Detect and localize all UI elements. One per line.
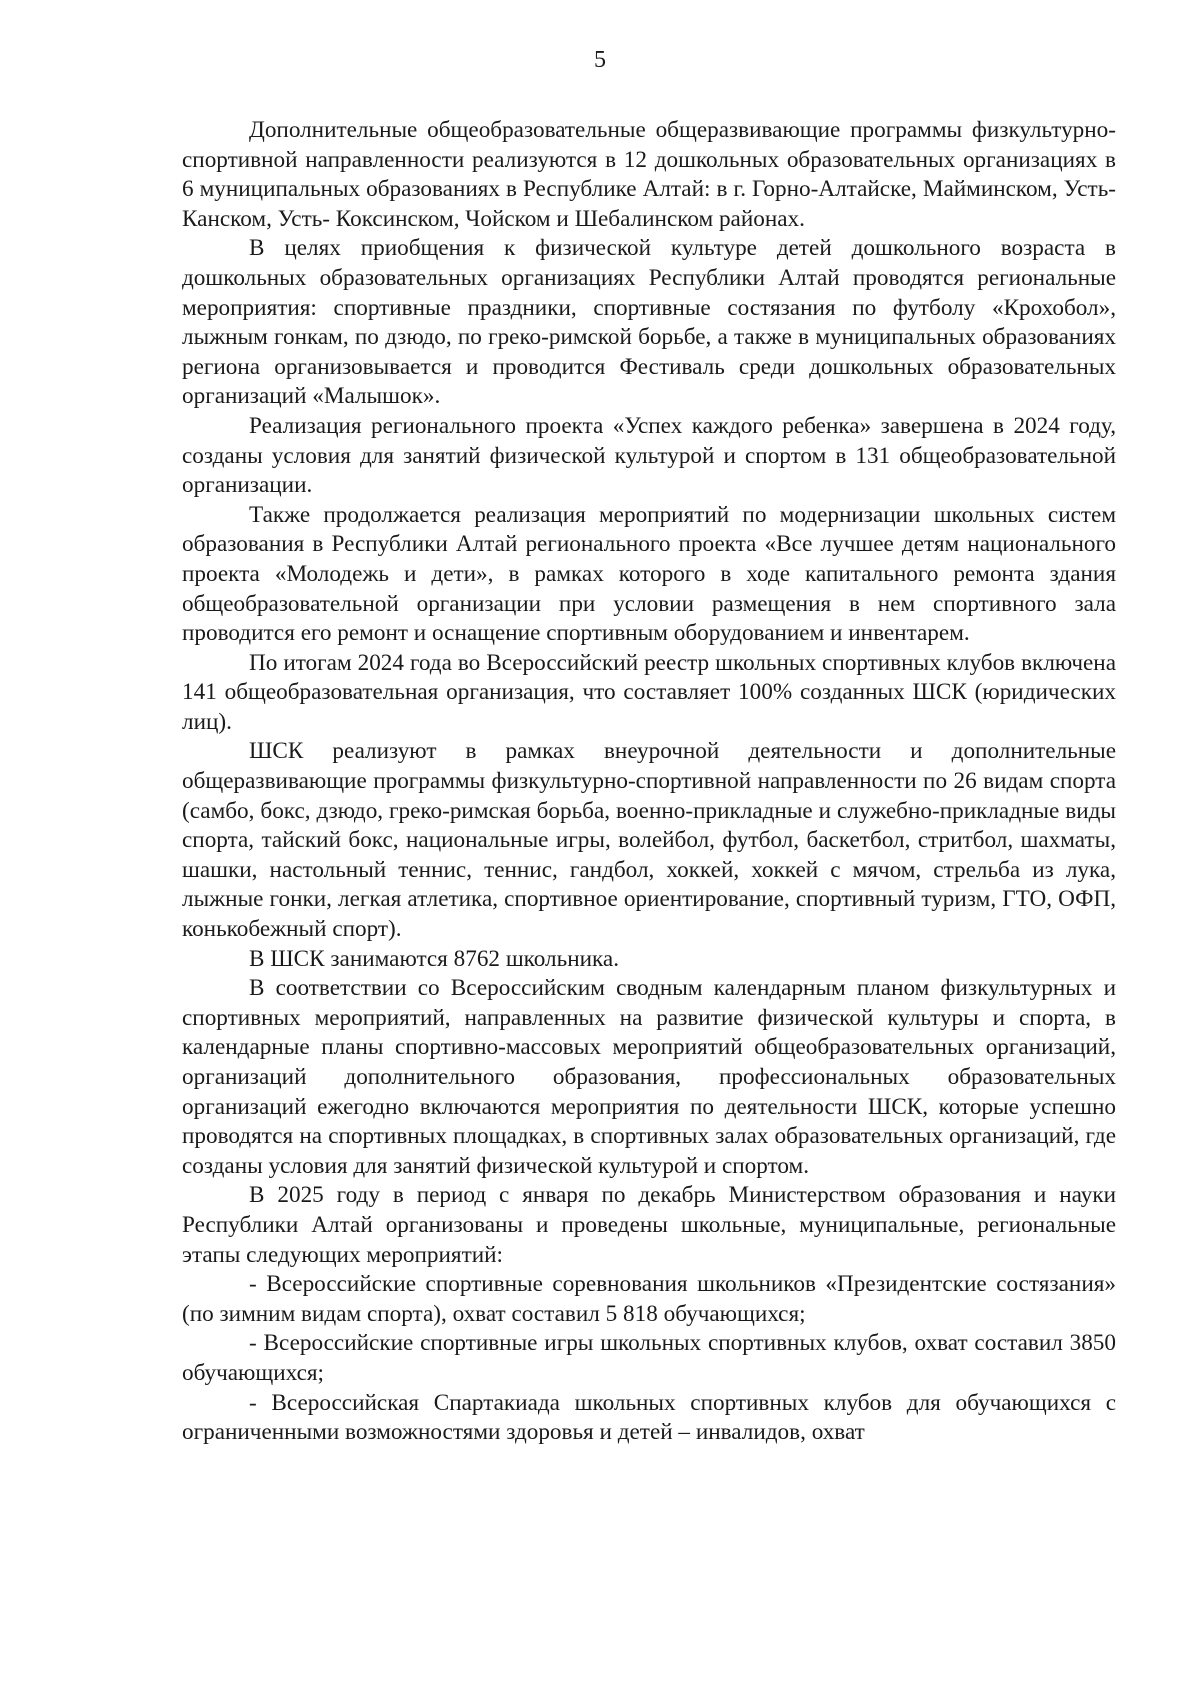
list-item-sport-games: - Всероссийские спортивные игры школьных спортивных клубов, охват составил 3850 обучающихся; [182, 1330, 1116, 1386]
paragraph-sport-types: ШСК реализуют в рамках внеурочной деятельности и дополнительные общеразвивающие программы физкультурно-спортивной направленности по 26 видам спорта (самбо, бокс, дзюдо, греко-римская борьба, военно-прикладные и служебно-прикладные виды спорта, тайский бокс, национальные игры, волейбол, футбол, баскетбол, стритбол, шахматы, шашки, настольный теннис, теннис, гандбол, хоккей, хоккей с мячом, стрельба из лука, лыжные гонки, легкая атлетика, спортивное ориентирование, спортивный туризм, ГТО, ОФП, конькобежный спорт). [182, 738, 1116, 943]
list-item-spartakiad: - Всероссийская Спартакиада школьных спортивных клубов для обучающихся с ограниченными возможностями здоровья и детей – инвалидов, охват [182, 1389, 1116, 1446]
paragraph-events-2025: В 2025 году в период с января по декабрь Министерством образования и науки Республики Алтай организованы и проведены школьные, муниципальные, региональные этапы следующих мероприятий: [182, 1182, 1116, 1268]
page-number: 5 [594, 47, 606, 73]
paragraph-preschool-events: В целях приобщения к физической культуре детей дошкольного возраста в дошкольных образовательных организациях Республики Алтай проводятся региональные мероприятия: спортивные праздники, спортивные состязания по футболу «Крохобол», лыжным гонкам, по дзюдо, по греко-римской борьбе, а также в муниципальных образованиях региона организовывается и проводится Фестиваль среди дошкольных образовательных организаций «Малышок». [182, 235, 1116, 410]
document-body [182, 116, 1116, 1448]
list-item-presidential-contests: - Всероссийские спортивные соревнования школьников «Президентские состязания» (по зимним видам спорта), охват составил 5 818 обучающихся; [182, 1271, 1116, 1327]
paragraph-registry: По итогам 2024 года во Всероссийский реестр школьных спортивных клубов включена 141 общеобразовательная организация, что составляет 100% созданных ШСК (юридических лиц). [182, 649, 1116, 735]
paragraph-calendar-plan: В соответствии со Всероссийским сводным календарным планом физкультурных и спортивных мероприятий, направленных на развитие физической культуры и спорта, в календарные планы спортивно-массовых мероприятий общеобразовательных организаций, организаций дополнительного образования, профессиональных образовательных организаций ежегодно включаются мероприятия по деятельности ШСК, которые успешно проводятся на спортивных площадках, в спортивных залах образовательных организаций, где созданы условия для занятий физической культурой и спортом. [182, 975, 1116, 1179]
paragraph-programs: Дополнительные общеобразовательные общеразвивающие программы физкультурно-спортивной направленности реализуются в 12 дошкольных образовательных организациях в 6 муниципальных образованиях в Республике Алтай: в г. Горно-Алтайске, Майминском, Усть-Канском, Усть- Коксинском, Чойском и Шебалинском районах. [182, 117, 1116, 232]
paragraph-students-count: В ШСК занимаются 8762 школьника. [249, 945, 620, 972]
paragraph-modernization: Также продолжается реализация мероприятий по модернизации школьных систем образования в Республики Алтай регионального проекта «Все лучшее детям национального проекта «Молодежь и дети», в рамках которого в ходе капитального ремонта здания общеобразовательной организации при условии размещения в нем спортивного зала проводится его ремонт и оснащение спортивным оборудованием и инвентарем. [182, 501, 1116, 647]
paragraph-project-success: Реализация регионального проекта «Успех каждого ребенка» завершена в 2024 году, созданы условия для занятий физической культурой и спортом в 131 общеобразовательной организации. [182, 412, 1116, 499]
